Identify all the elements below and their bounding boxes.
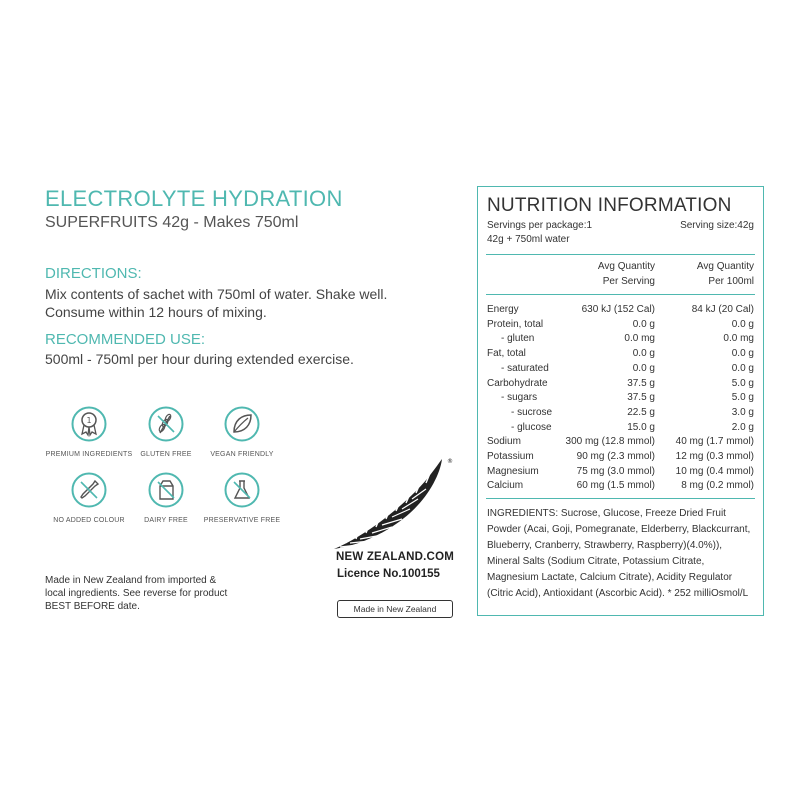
made-in-line-2: local ingredients. See reverse for product [45, 588, 228, 599]
leaf-icon [224, 406, 260, 442]
nutrient-name: Protein, total [487, 318, 544, 330]
nutrient-name: - gluten [501, 333, 535, 345]
nutrient-per-100ml: 0.0 g [731, 318, 754, 330]
nutrient-name: Carbohydrate [487, 377, 548, 389]
nutrient-per-100ml: 5.0 g [731, 392, 754, 404]
nutrient-name: Magnesium [487, 465, 539, 477]
nutrient-name: - sugars [501, 392, 538, 404]
made-in-line-3: BEST BEFORE date. [45, 601, 140, 612]
nutrient-name: - saturated [501, 362, 549, 374]
made-in-nz-badge: Made in New Zealand [337, 600, 453, 618]
ribbon-icon [71, 406, 107, 442]
trademark-symbol: ® [447, 458, 453, 465]
nutrient-per-100ml: 8 mg (0.2 mmol) [681, 480, 754, 492]
nutrient-per-serving: 300 mg (12.8 mmol) [565, 436, 655, 448]
nutrient-per-100ml: 0.0 g [731, 348, 754, 360]
divider [486, 254, 755, 255]
col-per-serving-head-1: Avg Quantity [597, 261, 655, 272]
nutrient-per-100ml: 0.0 g [731, 362, 754, 374]
flask-icon [224, 472, 260, 508]
nutrient-name: - glucose [511, 421, 552, 433]
nutrient-per-serving: 37.5 g [627, 392, 655, 404]
nutrient-per-100ml: 40 mg (1.7 mmol) [675, 436, 754, 448]
nutrient-name: Fat, total [487, 348, 526, 360]
fern-logo [332, 455, 457, 551]
product-subtitle: SUPERFRUITS 42g - Makes 750ml [45, 214, 299, 231]
col-per-100ml-head-1: Avg Quantity [696, 261, 754, 272]
made-in-statement [45, 574, 275, 613]
directions-line-1: Mix contents of sachet with 750ml of water. Shake well. [45, 286, 388, 302]
recommended-text: 500ml - 750ml per hour during extended exercise. [45, 351, 354, 367]
product-title: ELECTROLYTE HYDRATION [45, 186, 343, 211]
nz-licence-text: Licence No.100155 [337, 568, 440, 580]
nutrient-per-serving: 0.0 mg [624, 333, 655, 345]
nutrient-per-100ml: 84 kJ (20 Cal) [691, 304, 754, 315]
nutrient-per-serving: 60 mg (1.5 mmol) [576, 480, 655, 492]
milk-carton-icon [148, 472, 184, 508]
nutrient-per-100ml: 2.0 g [731, 421, 754, 433]
svg-text:1: 1 [86, 416, 92, 425]
nutrient-name: Potassium [487, 451, 534, 462]
nutrient-name: Sodium [487, 436, 521, 448]
nutrient-per-100ml: 12 mg (0.3 mmol) [675, 451, 754, 462]
serving-size: Serving size:42g [680, 220, 754, 231]
nutrient-per-100ml: 0.0 mg [723, 333, 754, 345]
nutrient-name: Calcium [487, 480, 524, 492]
nutrient-per-100ml: 5.0 g [731, 377, 754, 389]
nutrition-panel [477, 186, 764, 616]
nutrient-per-serving: 15.0 g [627, 421, 655, 433]
feature-label-preservative: PRESERVATIVE FREE [203, 517, 281, 524]
directions-line-2: Consume within 12 hours of mixing. [45, 304, 267, 320]
nutrient-per-100ml: 3.0 g [731, 406, 754, 418]
nutrient-per-serving: 0.0 g [632, 318, 655, 330]
col-per-serving-head-2: Per Serving [602, 276, 655, 287]
nutrient-per-serving: 0.0 g [632, 362, 655, 374]
nutrient-per-serving: 630 kJ (152 Cal) [581, 304, 655, 315]
nz-site-text: NEW ZEALAND.COM [336, 551, 454, 563]
nutrient-name: Energy [487, 304, 519, 315]
wheat-icon [148, 406, 184, 442]
made-in-line-1: Made in New Zealand from imported & [45, 575, 217, 586]
servings-per-package: Servings per package:1 [487, 220, 593, 231]
dropper-icon [71, 472, 107, 508]
nutrient-per-serving: 37.5 g [627, 377, 655, 389]
col-per-100ml-head-2: Per 100ml [708, 276, 754, 287]
nutrient-name: - sucrose [511, 406, 553, 418]
feature-label-vegan: VEGAN FRIENDLY [210, 451, 274, 458]
nutrient-per-serving: 75 mg (3.0 mmol) [576, 465, 655, 477]
nutrient-per-serving: 90 mg (2.3 mmol) [576, 451, 655, 462]
feature-label-colour: NO ADDED COLOUR [53, 517, 125, 524]
divider [486, 294, 755, 295]
recommended-heading: RECOMMENDED USE: [45, 331, 206, 348]
nutrition-title: NUTRITION INFORMATION [487, 195, 732, 216]
ingredients-text: INGREDIENTS: Sucrose, Glucose, Freeze Dried Fruit Powder (Acai, Goji, Pomegranate, Elderberry, Blackcurrant, Blueberry, Cranberry, Strawberry, Raspberry)(4.0%)), Mineral Salts (Sodium Citrate, Potassium Citrate, Magnesium Lactate, Calcium Citrate), Acidity Regulator (Citric Acid), Antioxidant (Ascorbic Acid). * 252 milliOsmol/L [487, 508, 751, 599]
nutrient-per-100ml: 10 mg (0.4 mmol) [675, 465, 754, 477]
serving-note: 42g + 750ml water [487, 234, 570, 245]
feature-label-premium: PREMIUM INGREDIENTS [45, 451, 133, 458]
nutrient-per-serving: 0.0 g [632, 348, 655, 360]
divider [486, 498, 755, 499]
directions-heading: DIRECTIONS: [45, 265, 142, 282]
feature-label-dairy: DAIRY FREE [144, 517, 188, 524]
nutrient-per-serving: 22.5 g [627, 406, 655, 418]
feature-label-gluten: GLUTEN FREE [140, 451, 192, 458]
